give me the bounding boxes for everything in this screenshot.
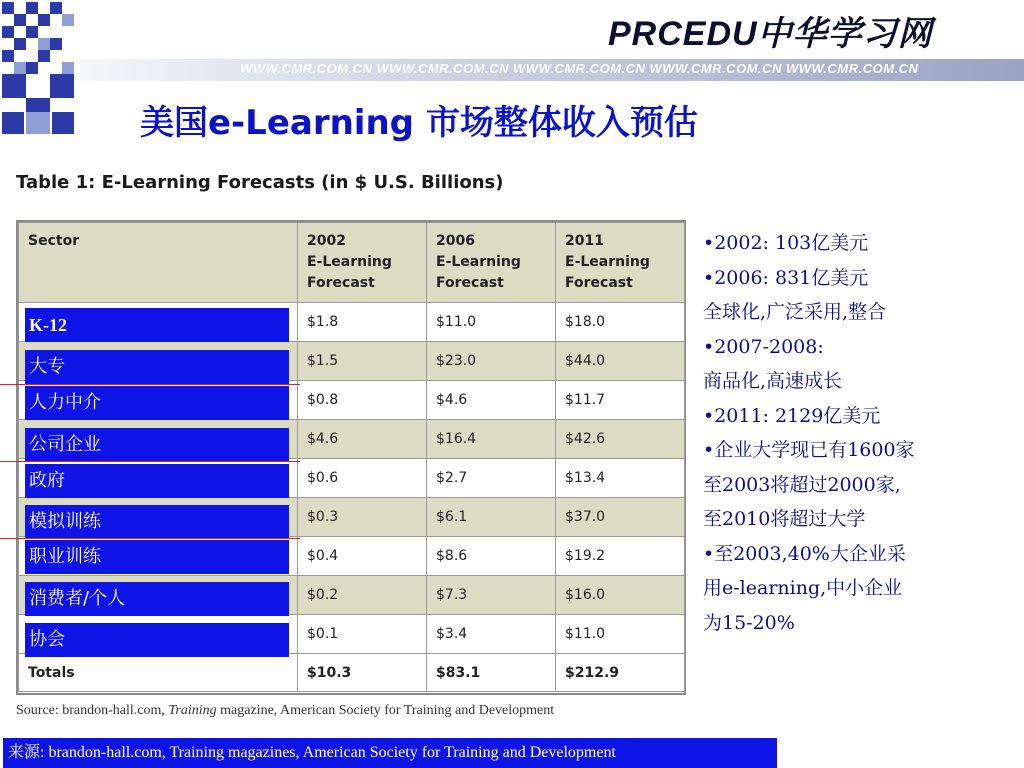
value-cell: $7.3: [427, 576, 556, 615]
header-2002: [298, 223, 427, 303]
red-divider-line: [0, 538, 300, 539]
table-source-prefix: Source: brandon-hall.com,: [16, 703, 169, 718]
value-cell: $4.6: [427, 381, 556, 420]
table-header-row: [19, 223, 685, 303]
header-line: 2002: [307, 233, 346, 249]
note-line: •2002: 103亿美元: [703, 232, 869, 254]
footer-source-label: 来源: [8, 744, 41, 761]
header-line: E-Learning: [307, 254, 392, 270]
header-line: 2006: [436, 233, 475, 249]
table-source-italic: Training: [168, 703, 217, 718]
red-divider-line: [0, 384, 300, 385]
value-cell: $1.5: [298, 342, 427, 381]
value-cell: $3.4: [427, 615, 556, 654]
footer-source-text: : brandon-hall.com, Training magazines, American Society for Training and Development: [40, 744, 616, 761]
notes-list: [703, 226, 1021, 640]
value-cell: $8.6: [427, 537, 556, 576]
value-cell: $44.0: [556, 342, 685, 381]
value-cell: $0.2: [298, 576, 427, 615]
value-cell: $11.0: [427, 303, 556, 342]
table-source: [16, 703, 554, 719]
table-caption: Table 1: E-Learning Forecasts (in $ U.S. Billions): [16, 172, 504, 193]
note-line: 至2010将超过大学: [703, 508, 866, 530]
sector-label-k12: K-12: [25, 308, 289, 342]
header-line: Forecast: [307, 275, 375, 291]
note-line: •2006: 831亿美元: [703, 266, 869, 289]
header-sector: [19, 223, 298, 303]
value-cell: $0.3: [298, 498, 427, 537]
footer-source-bar: [3, 738, 777, 768]
sector-label-simulation: 模拟训练: [25, 505, 289, 539]
brand-logo-text: PRCEDU中华学习网: [608, 15, 933, 53]
header-sector-line: Sector: [28, 233, 80, 249]
header-line: Forecast: [565, 275, 633, 291]
value-cell: $11.0: [556, 615, 685, 654]
note-line: 全球化,广泛采用,整合: [703, 301, 887, 323]
note-line: 至2003将超过2000家,: [703, 473, 901, 496]
value-cell: $19.2: [556, 537, 685, 576]
value-cell: $42.6: [556, 420, 685, 459]
sector-label-vocational: 职业训练: [25, 540, 289, 574]
sector-label-staffing: 人力中介: [25, 386, 289, 420]
value-cell: $6.1: [427, 498, 556, 537]
value-cell: $2.7: [427, 459, 556, 498]
header-line: E-Learning: [436, 254, 521, 270]
value-cell: $13.4: [556, 459, 685, 498]
totals-value: $10.3: [298, 654, 427, 692]
value-cell: $0.1: [298, 615, 427, 654]
header-line: Forecast: [436, 275, 504, 291]
sector-label-corporate: 公司企业: [25, 428, 289, 462]
note-line: •至2003,40%大企业采: [703, 542, 906, 565]
note-line: 为15-20%: [703, 611, 795, 634]
value-cell: $16.4: [427, 420, 556, 459]
totals-value: $83.1: [427, 654, 556, 692]
note-line: •2011: 2129亿美元: [703, 404, 881, 427]
note-line: 商品化,高速成长: [703, 370, 843, 392]
value-cell: $37.0: [556, 498, 685, 537]
header-2011: [556, 223, 685, 303]
red-divider-line: [0, 461, 300, 462]
sector-label-association: 协会: [25, 623, 289, 657]
totals-label: Totals: [19, 654, 298, 692]
slide-title: 美国e-Learning 市场整体收入预估: [140, 103, 698, 143]
value-cell: $18.0: [556, 303, 685, 342]
value-cell: $4.6: [298, 420, 427, 459]
sector-label-consumer: 消费者/个人: [25, 582, 289, 616]
table-source-suffix: magazine, American Society for Training and Development: [216, 703, 555, 718]
banner-watermark: WWW.CMR.COM.CN WWW.CMR.COM.CN WWW.CMR.COM.CN WWW.CMR.COM.CN WWW.CMR.COM.CN: [240, 61, 919, 76]
header-2006: [427, 223, 556, 303]
value-cell: $0.8: [298, 381, 427, 420]
value-cell: $0.4: [298, 537, 427, 576]
sector-label-college: 大专: [25, 350, 289, 384]
note-line: •2007-2008:: [703, 335, 824, 358]
note-line: •企业大学现已有1600家: [703, 439, 915, 461]
header-line: E-Learning: [565, 254, 650, 270]
totals-row: [19, 654, 685, 692]
value-cell: $0.6: [298, 459, 427, 498]
value-cell: $23.0: [427, 342, 556, 381]
note-line: 用e-learning,中小企业: [703, 577, 903, 599]
sector-label-government: 政府: [25, 464, 289, 498]
value-cell: $16.0: [556, 576, 685, 615]
totals-value: $212.9: [556, 654, 685, 692]
value-cell: $11.7: [556, 381, 685, 420]
header-line: 2011: [565, 233, 604, 249]
value-cell: $1.8: [298, 303, 427, 342]
checkered-logo: [0, 0, 80, 136]
